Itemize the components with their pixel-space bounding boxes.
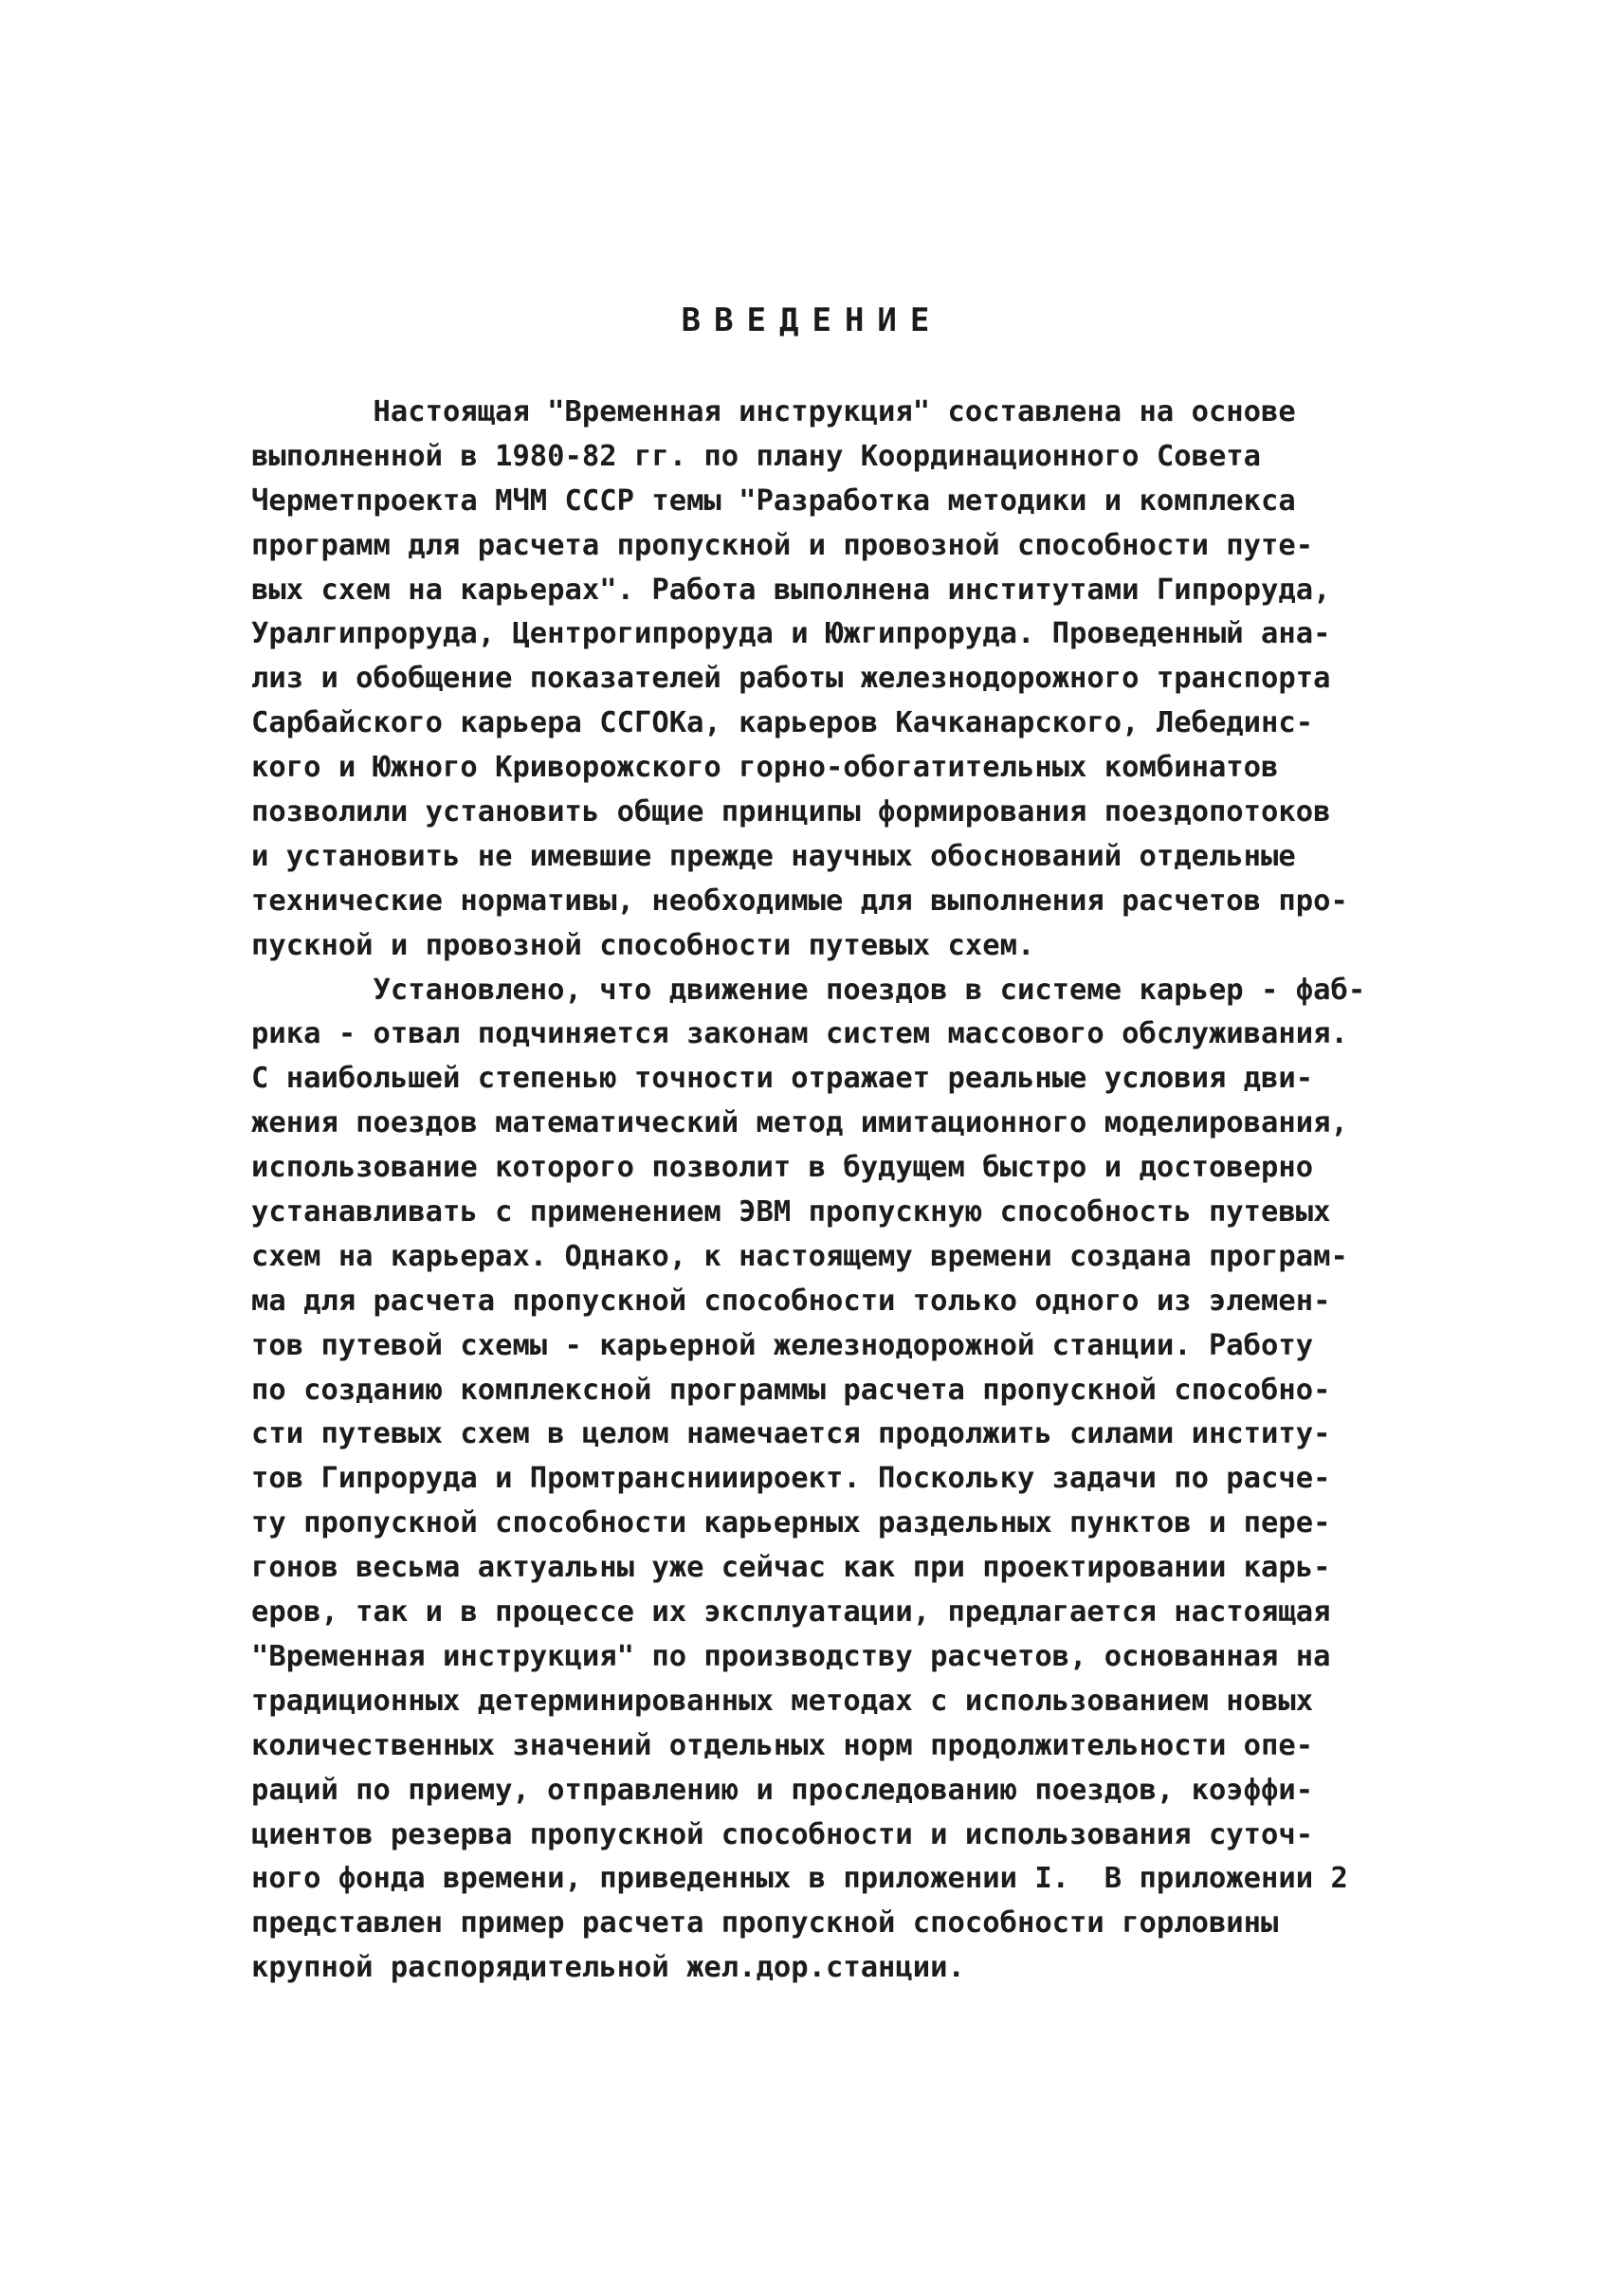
text-line: Установлено, что движение поездов в системе карьер - фаб- [251, 973, 1366, 1007]
text-line: тов Гипроруда и Промтранснииироект. Поскольку задачи по расче- [251, 1462, 1331, 1496]
text-line: схем на карьерах. Однако, к настоящему времени создана програм- [251, 1239, 1348, 1273]
text-line: кого и Южного Криворожского горно-обогатительных комбинатов [251, 751, 1279, 785]
text-line: вых схем на карьерах". Работа выполнена институтами Гипроруда, [251, 573, 1331, 607]
text-line: крупной распорядительной жел.дор.станции. [251, 1951, 965, 1985]
text-line: по созданию комплексной программы расчета пропускной способно- [251, 1373, 1331, 1407]
text-line: "Временная инструкция" по производству расчетов, основанная на [251, 1639, 1331, 1673]
text-line: рика - отвал подчиняется законам систем массового обслуживания. [251, 1017, 1348, 1051]
text-line: устанавливать с применением ЭВМ пропускную способность путевых [251, 1195, 1331, 1230]
text-line: Черметпроекта МЧМ СССР темы "Разработка методики и комплекса [251, 483, 1296, 518]
text-line: жения поездов математический метод имитационного моделирования, [251, 1106, 1348, 1140]
text-line: гонов весьма актуальны уже сейчас как при проектировании карь- [251, 1551, 1331, 1585]
text-line: технические нормативы, необходимые для выполнения расчетов про- [251, 884, 1348, 918]
text-line: использование которого позволит в будущем быстро и достоверно [251, 1151, 1314, 1185]
text-line: Настоящая "Временная инструкция" составлена на основе [251, 395, 1296, 428]
text-line: пускной и провозной способности путевых схем. [251, 928, 1035, 962]
text-line: циентов резерва пропускной способности и использования суточ- [251, 1817, 1314, 1851]
text-line: Уралгипроруда, Центрогипроруда и Южгипроруда. Проведенный ана- [251, 617, 1331, 651]
text-line: программ для расчета пропускной и провозной способности путе- [251, 528, 1314, 562]
text-line: ного фонда времени, приведенных в приложении I. В приложении 2 [251, 1862, 1348, 1896]
text-line: и установить не имевшие прежде научных обоснований отдельные [251, 839, 1296, 873]
body-text [251, 391, 1417, 1991]
text-line: представлен пример расчета пропускной способности горловины [251, 1906, 1279, 1941]
text-line: раций по приему, отправлению и проследованию поездов, коэффи- [251, 1773, 1314, 1807]
text-line: лиз и обобщение показателей работы железнодорожного транспорта [251, 662, 1331, 696]
text-line: выполненной в 1980-82 гг. по плану Координационного Совета [251, 439, 1262, 473]
page-title: ВВЕДЕНИЕ [681, 301, 943, 339]
text-line: еров, так и в процессе их эксплуатации, предлагается настоящая [251, 1595, 1331, 1630]
text-line: ма для расчета пропускной способности только одного из элемен- [251, 1284, 1331, 1318]
text-line: тов путевой схемы - карьерной железнодорожной станции. Работу [251, 1328, 1314, 1362]
text-line: традиционных детерминированных методах с использованием новых [251, 1684, 1314, 1718]
text-line: ту пропускной способности карьерных раздельных пунктов и пере- [251, 1506, 1331, 1540]
text-line: С наибольшей степенью точности отражает реальные условия дви- [251, 1062, 1314, 1096]
text-line: сти путевых схем в целом намечается продолжить силами институ- [251, 1417, 1331, 1451]
text-line: позволили установить общие принципы формирования поездопотоков [251, 795, 1331, 829]
text-line: Сарбайского карьера ССГОКа, карьеров Качканарского, Лебединс- [251, 706, 1314, 740]
text-line: количественных значений отдельных норм продолжительности опе- [251, 1728, 1314, 1762]
